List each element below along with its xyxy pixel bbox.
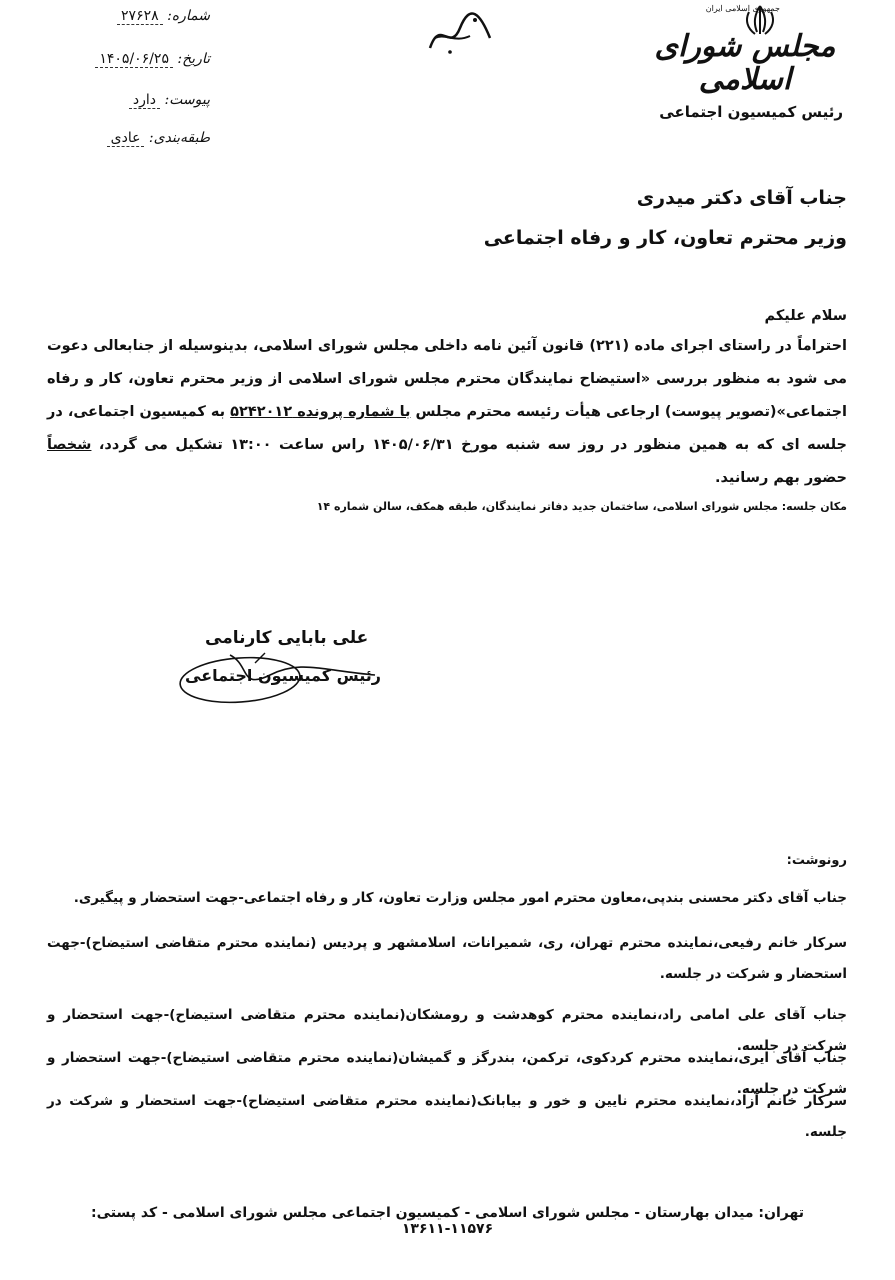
letter-number	[45, 8, 210, 24]
body-text-3: تشکیل می گردد،	[91, 437, 231, 453]
assembly-name-logo: مجلس شورای اسلامی	[654, 29, 836, 97]
letter-date	[45, 51, 210, 67]
letter-attachment	[45, 92, 210, 108]
attachment-value: دارد	[129, 92, 160, 109]
attachment-label: پیوست:	[164, 92, 210, 108]
commission-head-title: رئیس کمیسیون اجتماعی	[659, 103, 843, 121]
number-value: ۲۷۶۲۸	[117, 8, 163, 25]
assembly-country: جمهوری اسلامی ایران	[705, 4, 780, 13]
body-text-2: به کمیسیون اجتماعی، در جلسه ای که به همین منظور در روز	[47, 404, 847, 453]
footer-address: تهران: میدان بهارستان - مجلس شورای اسلامی - کمیسیون اجتماعی مجلس شورای اسلامی - کد پستی: ۱۱۵۷۶-۱۳۶۱۱	[91, 1205, 804, 1237]
cc-item: جناب آقای ایری،نماینده محترم کردکوی، ترکمن، بندرگز و گمیشان(نماینده محترم متقاضی استیضاح)-جهت استحضار و شرکت در جلسه.	[47, 1050, 847, 1097]
meeting-datetime: سه شنبه مورخ ۱۴۰۵/۰۶/۳۱ راس ساعت ۱۳:۰۰	[230, 437, 571, 453]
cc-item: جناب آقای علی امامی راد،نماینده محترم کوهدشت و رومشکان(نماینده محترم متقاضی استیضاح)-جهت استحضار و شرکت در جلسه.	[47, 1007, 847, 1054]
number-label: شماره:	[167, 8, 210, 24]
date-label: تاریخ:	[177, 51, 210, 67]
signatory-title: رئیس کمیسیون اجتماعی	[185, 666, 381, 685]
classification-label: طبقه‌بندی:	[148, 130, 210, 146]
body-paragraph	[47, 330, 847, 495]
recipient-title: وزیر محترم تعاون، کار و رفاه اجتماعی	[483, 227, 847, 249]
cc-item: سرکار خانم رفیعی،نماینده محترم تهران، ری، شمیرانات، اسلامشهر و پردیس (نماینده محترم متقاضی استیضاح)-جهت استحضار و شرکت در جلسه.	[47, 935, 847, 982]
letter-classification	[45, 130, 210, 146]
date-value: ۱۴۰۵/۰۶/۲۵	[95, 51, 173, 68]
signatory-name: علی بابایی کارنامی	[205, 628, 369, 648]
meeting-location: مکان جلسه: مجلس شورای اسلامی، ساختمان جدید دفاتر نمایندگان، طبقه همکف، سالن شماره ۱۴	[316, 500, 847, 513]
recipient-name: جناب آقای دکتر میدری	[636, 187, 847, 209]
basmala-calligraphy	[420, 8, 500, 58]
cc-item: سرکار خانم آزاد،نماینده محترم نایین و خور و بیابانک(نماینده محترم متقاضی استیضاح)-جهت استحضار و شرکت در جلسه.	[47, 1093, 847, 1140]
cc-heading: رونوشت:	[786, 853, 847, 868]
body-text-1: احتراماً در راستای اجرای ماده (۲۲۱) قانون آئین نامه داخلی مجلس شورای اسلامی، بدینوسیله از جنابعالی دعوت می شود به منظور بررسی «استیضاح نمایندگان محترم مجلس شورای اسلامی از وزیر محترم تعاون، کار و رفاه اجتماعی»(تصویر پیوست) ارجاعی هیأت رئیسه محترم مجلس	[47, 338, 848, 420]
cc-item: جناب آقای دکتر محسنی بندپی،معاون محترم امور مجلس وزارت تعاون، کار و رفاه اجتماعی-جهت استحضار و پیگیری.	[73, 890, 847, 906]
personally-word: شخصاً	[47, 437, 92, 453]
classification-value: عادی	[107, 130, 145, 147]
signature-scribble	[170, 645, 390, 710]
body-text-4: حضور بهم رسانید.	[715, 470, 847, 486]
case-number: با شماره پرونده ۵۲۴۲۰۱۲	[230, 404, 411, 420]
greeting: سلام علیکم	[764, 308, 847, 324]
